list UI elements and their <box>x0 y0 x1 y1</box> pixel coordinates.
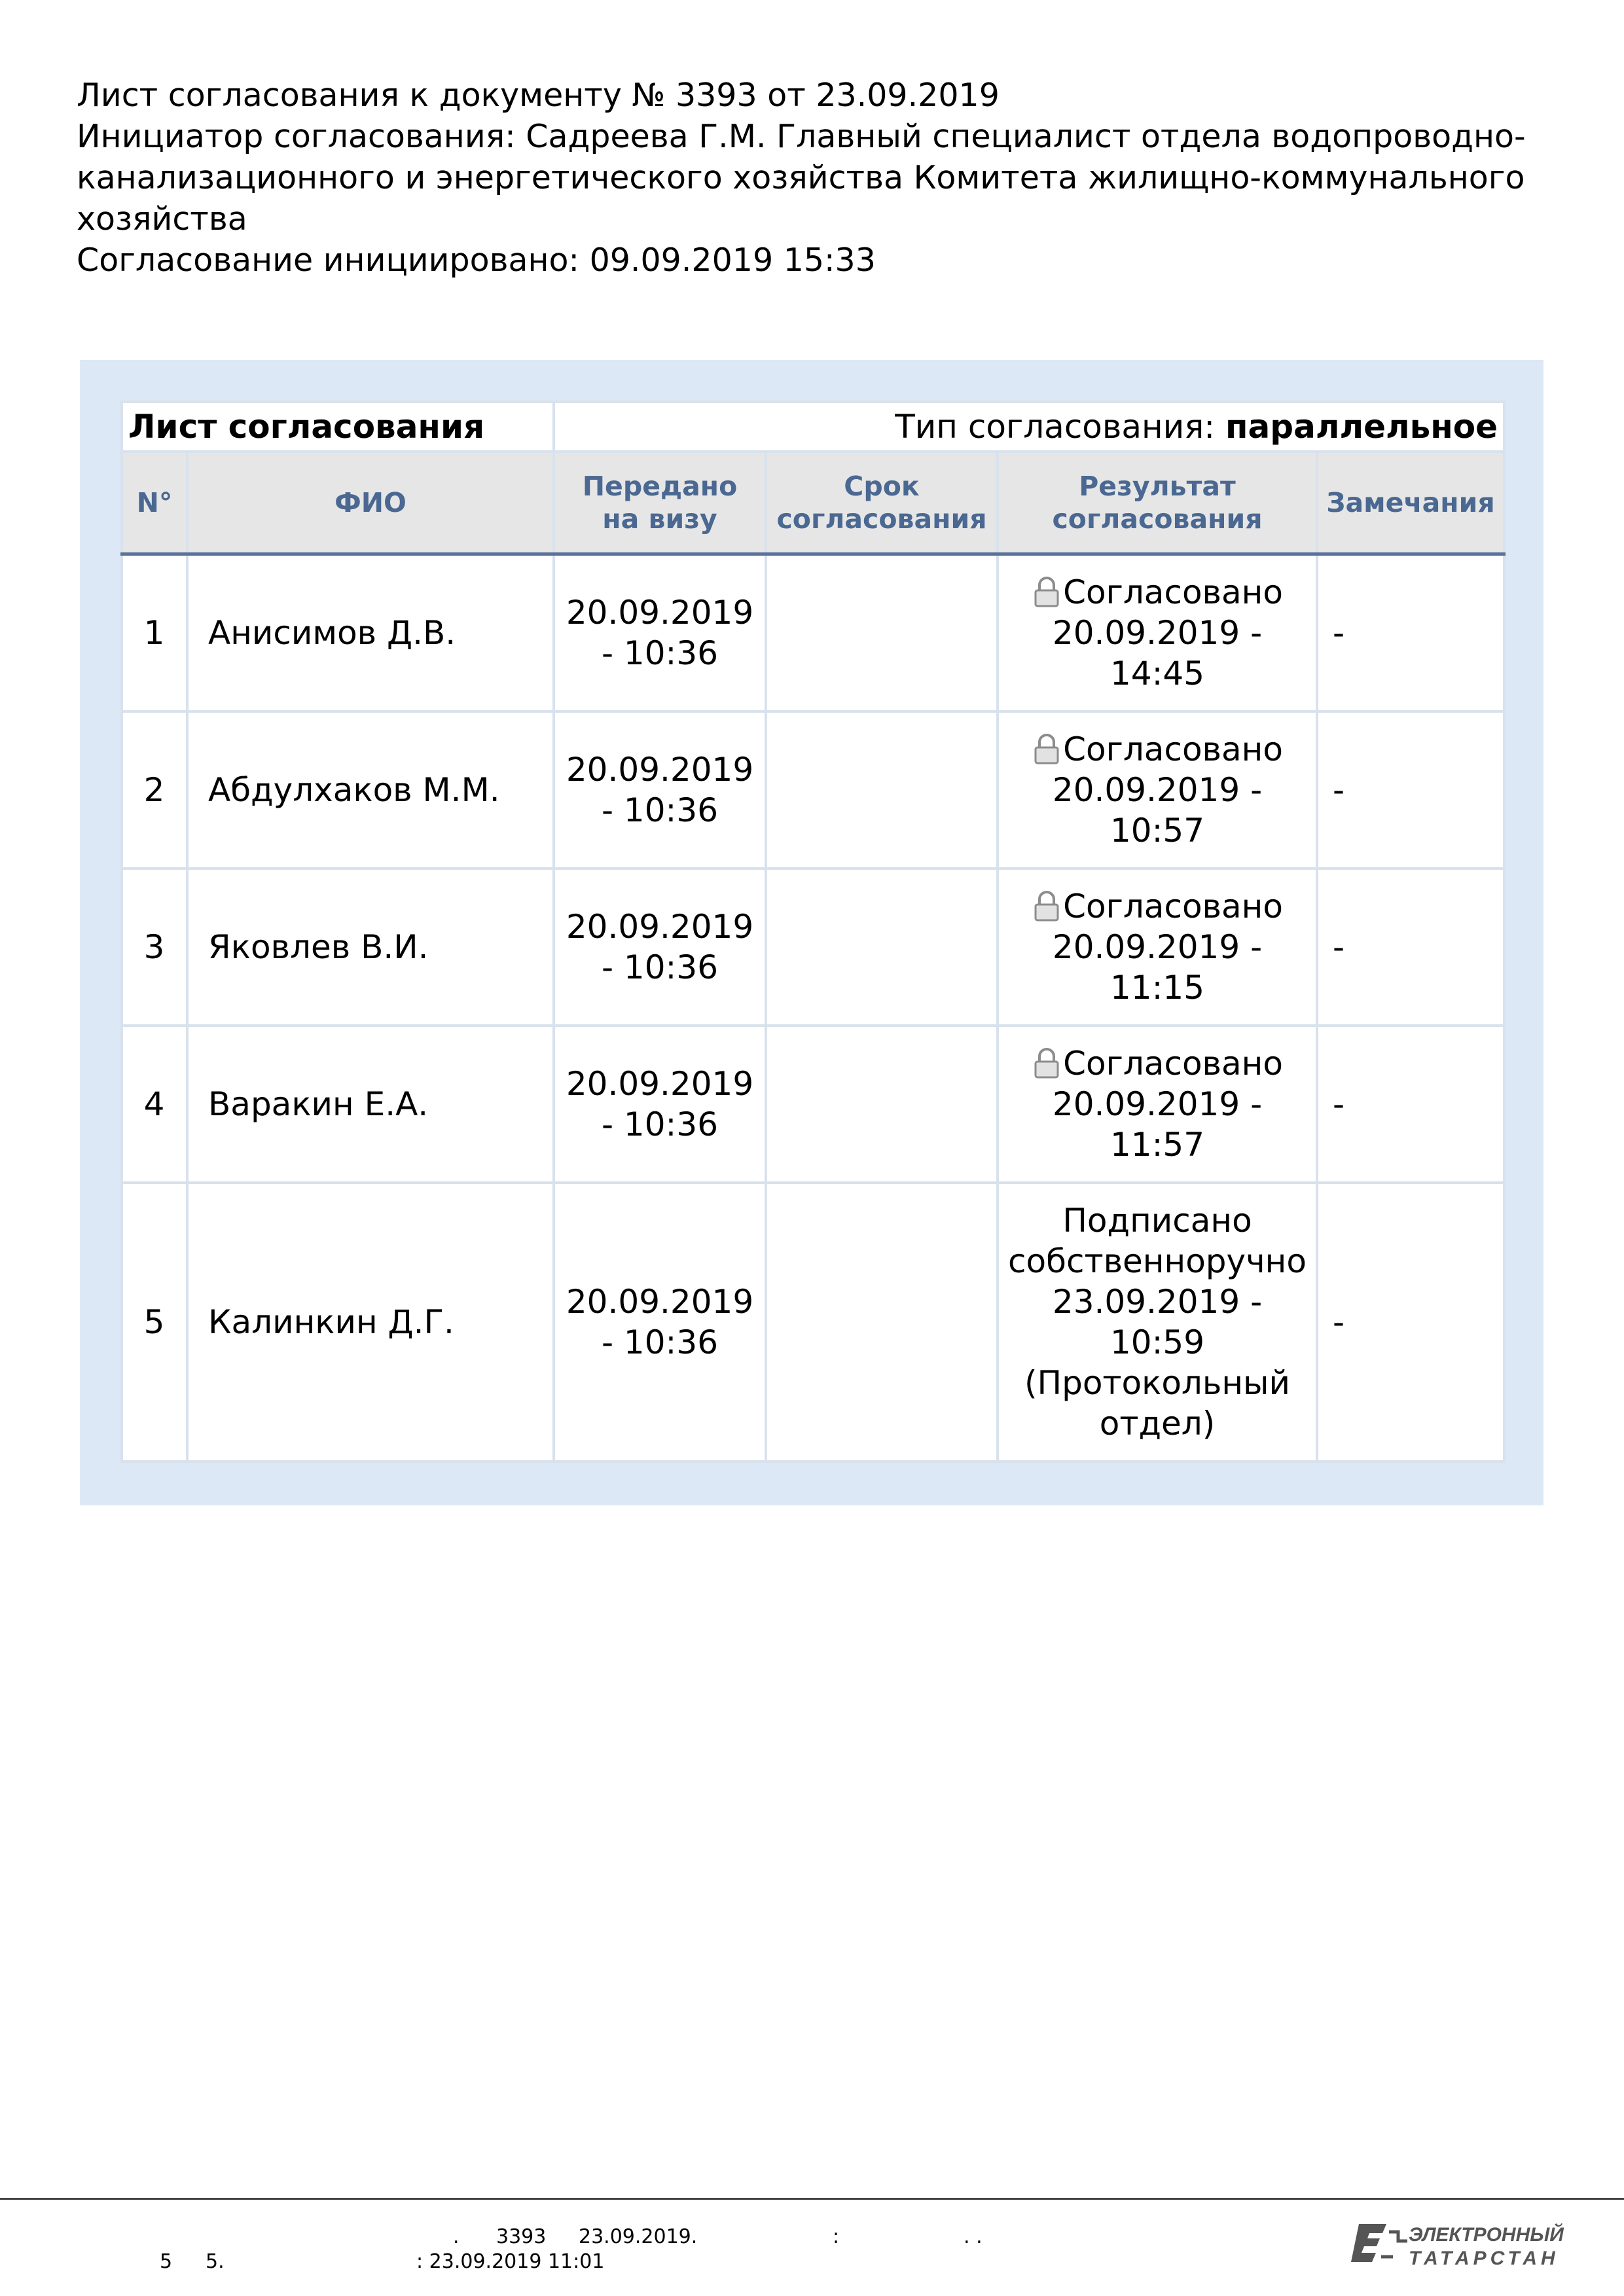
table-row <box>122 554 1504 711</box>
row-sent-date: 20.09.2019 <box>566 593 754 632</box>
row-result-date: 20.09.2019 - <box>1052 927 1263 966</box>
row-result-date: 20.09.2019 - <box>1052 613 1263 652</box>
approval-type <box>554 402 1504 452</box>
logo-text-line2: ТАТАРСТАН <box>1409 2248 1559 2269</box>
footer-doc-date: 23.09.2019. <box>579 2225 698 2248</box>
row-sent-time: - 10:36 <box>601 1105 719 1143</box>
col-header-remarks: Замечания <box>1317 452 1504 554</box>
row-name: Варакин Е.А. <box>187 1026 554 1183</box>
row-result-department: (Протокольный <box>1024 1363 1291 1402</box>
row-num: 1 <box>122 554 187 711</box>
col-header-result <box>998 452 1317 554</box>
table-row <box>122 1026 1504 1183</box>
row-result-status: Согласовано <box>1063 1044 1283 1083</box>
col-header-deadline <box>766 452 998 554</box>
col-header-result-line2: согласования <box>1052 503 1263 535</box>
row-sent <box>554 1026 766 1183</box>
lock-icon <box>1032 576 1062 607</box>
row-deadline <box>766 1026 998 1183</box>
row-name: Калинкин Д.Г. <box>187 1183 554 1462</box>
footer-doc-number: 3393 <box>496 2225 547 2248</box>
logo-text-line1: ЭЛЕКТРОННЫЙ <box>1409 2224 1564 2246</box>
row-sent-time: - 10:36 <box>601 634 719 672</box>
row-result-status: Согласовано <box>1063 887 1283 925</box>
col-header-name: ФИО <box>187 452 554 554</box>
table-row <box>122 711 1504 869</box>
row-sent-date: 20.09.2019 <box>566 1282 754 1321</box>
header-initiator-line-end: хозяйства <box>77 200 247 238</box>
row-result-status-cont: собственноручно <box>1008 1242 1307 1280</box>
row-result-time: 10:59 <box>1110 1323 1205 1361</box>
col-header-deadline-line1: Срок <box>844 471 920 502</box>
document-header <box>77 75 1543 281</box>
row-result-date: 20.09.2019 - <box>1052 770 1263 809</box>
row-sent-date: 20.09.2019 <box>566 907 754 946</box>
row-num: 4 <box>122 1026 187 1183</box>
row-sent-date: 20.09.2019 <box>566 1064 754 1103</box>
row-name: Анисимов Д.В. <box>187 554 554 711</box>
row-result <box>998 1183 1317 1462</box>
footer-divider <box>0 2198 1624 2200</box>
row-result-time: 14:45 <box>1110 654 1205 692</box>
col-header-sent-line2: на визу <box>602 503 717 535</box>
col-header-sent <box>554 452 766 554</box>
row-deadline <box>766 554 998 711</box>
row-result-time: 11:57 <box>1110 1125 1205 1164</box>
header-document-line: Лист согласования к документу № 3393 от 23.09.2019 <box>77 77 1000 114</box>
footer-colon: : <box>833 2225 840 2248</box>
row-remarks: - <box>1317 711 1504 869</box>
footer-dot: . <box>453 2225 460 2248</box>
row-deadline <box>766 1183 998 1462</box>
approval-table <box>120 401 1506 1463</box>
row-num: 5 <box>122 1183 187 1462</box>
row-result <box>998 711 1317 869</box>
row-sent-date: 20.09.2019 <box>566 750 754 789</box>
lock-icon <box>1032 733 1062 764</box>
row-deadline <box>766 869 998 1026</box>
table-caption-title: Лист согласования <box>122 402 554 452</box>
row-sent <box>554 1183 766 1462</box>
row-result <box>998 554 1317 711</box>
row-remarks: - <box>1317 554 1504 711</box>
col-header-num: N° <box>122 452 187 554</box>
row-result-date: 20.09.2019 - <box>1052 1085 1263 1123</box>
row-num: 3 <box>122 869 187 1026</box>
row-remarks: - <box>1317 1026 1504 1183</box>
row-name: Абдулхаков М.М. <box>187 711 554 869</box>
row-result <box>998 869 1317 1026</box>
row-sent-time: - 10:36 <box>601 791 719 829</box>
row-sent <box>554 711 766 869</box>
row-num: 2 <box>122 711 187 869</box>
table-caption-row <box>122 402 1504 452</box>
header-initiator-line: Инициатор согласования: Садреева Г.М. Главный специалист отдела водопроводно- <box>77 118 1526 155</box>
row-sent <box>554 554 766 711</box>
row-result-time: 10:57 <box>1110 811 1205 850</box>
row-remarks: - <box>1317 869 1504 1026</box>
row-sent-time: - 10:36 <box>601 948 719 986</box>
electronic-tatarstan-logo <box>1350 2219 1572 2272</box>
table-header-row <box>122 452 1504 554</box>
col-header-deadline-line2: согласования <box>776 503 987 535</box>
footer-printed: : 23.09.2019 11:01 <box>416 2250 605 2273</box>
row-deadline <box>766 711 998 869</box>
col-header-result-line1: Результат <box>1079 471 1236 502</box>
row-remarks: - <box>1317 1183 1504 1462</box>
header-initiator-line-cont: канализационного и энергетического хозяйства Комитета жилищно-коммунального <box>77 159 1525 196</box>
lock-icon <box>1032 1047 1062 1079</box>
row-result-time: 11:15 <box>1110 968 1205 1007</box>
footer-page-current: 5 <box>160 2250 173 2273</box>
row-result <box>998 1026 1317 1183</box>
row-sent <box>554 869 766 1026</box>
lock-icon <box>1032 890 1062 922</box>
table-row <box>122 1183 1504 1462</box>
row-result-status: Подписано <box>1062 1201 1252 1240</box>
row-result-department-cont: отдел) <box>1099 1404 1216 1443</box>
approval-type-value: параллельное <box>1225 408 1498 446</box>
header-initiated-line: Согласование инициировано: 09.09.2019 15:33 <box>77 242 876 279</box>
row-result-status: Согласовано <box>1063 730 1283 768</box>
table-row <box>122 869 1504 1026</box>
footer-page-total: 5. <box>206 2250 225 2273</box>
row-result-date: 23.09.2019 - <box>1052 1282 1263 1321</box>
row-sent-time: - 10:36 <box>601 1323 719 1361</box>
col-header-sent-line1: Передано <box>582 471 738 502</box>
approval-type-label: Тип согласования: <box>895 408 1226 446</box>
footer-dots: . . <box>964 2225 983 2248</box>
row-name: Яковлев В.И. <box>187 869 554 1026</box>
row-result-status: Согласовано <box>1063 573 1283 611</box>
